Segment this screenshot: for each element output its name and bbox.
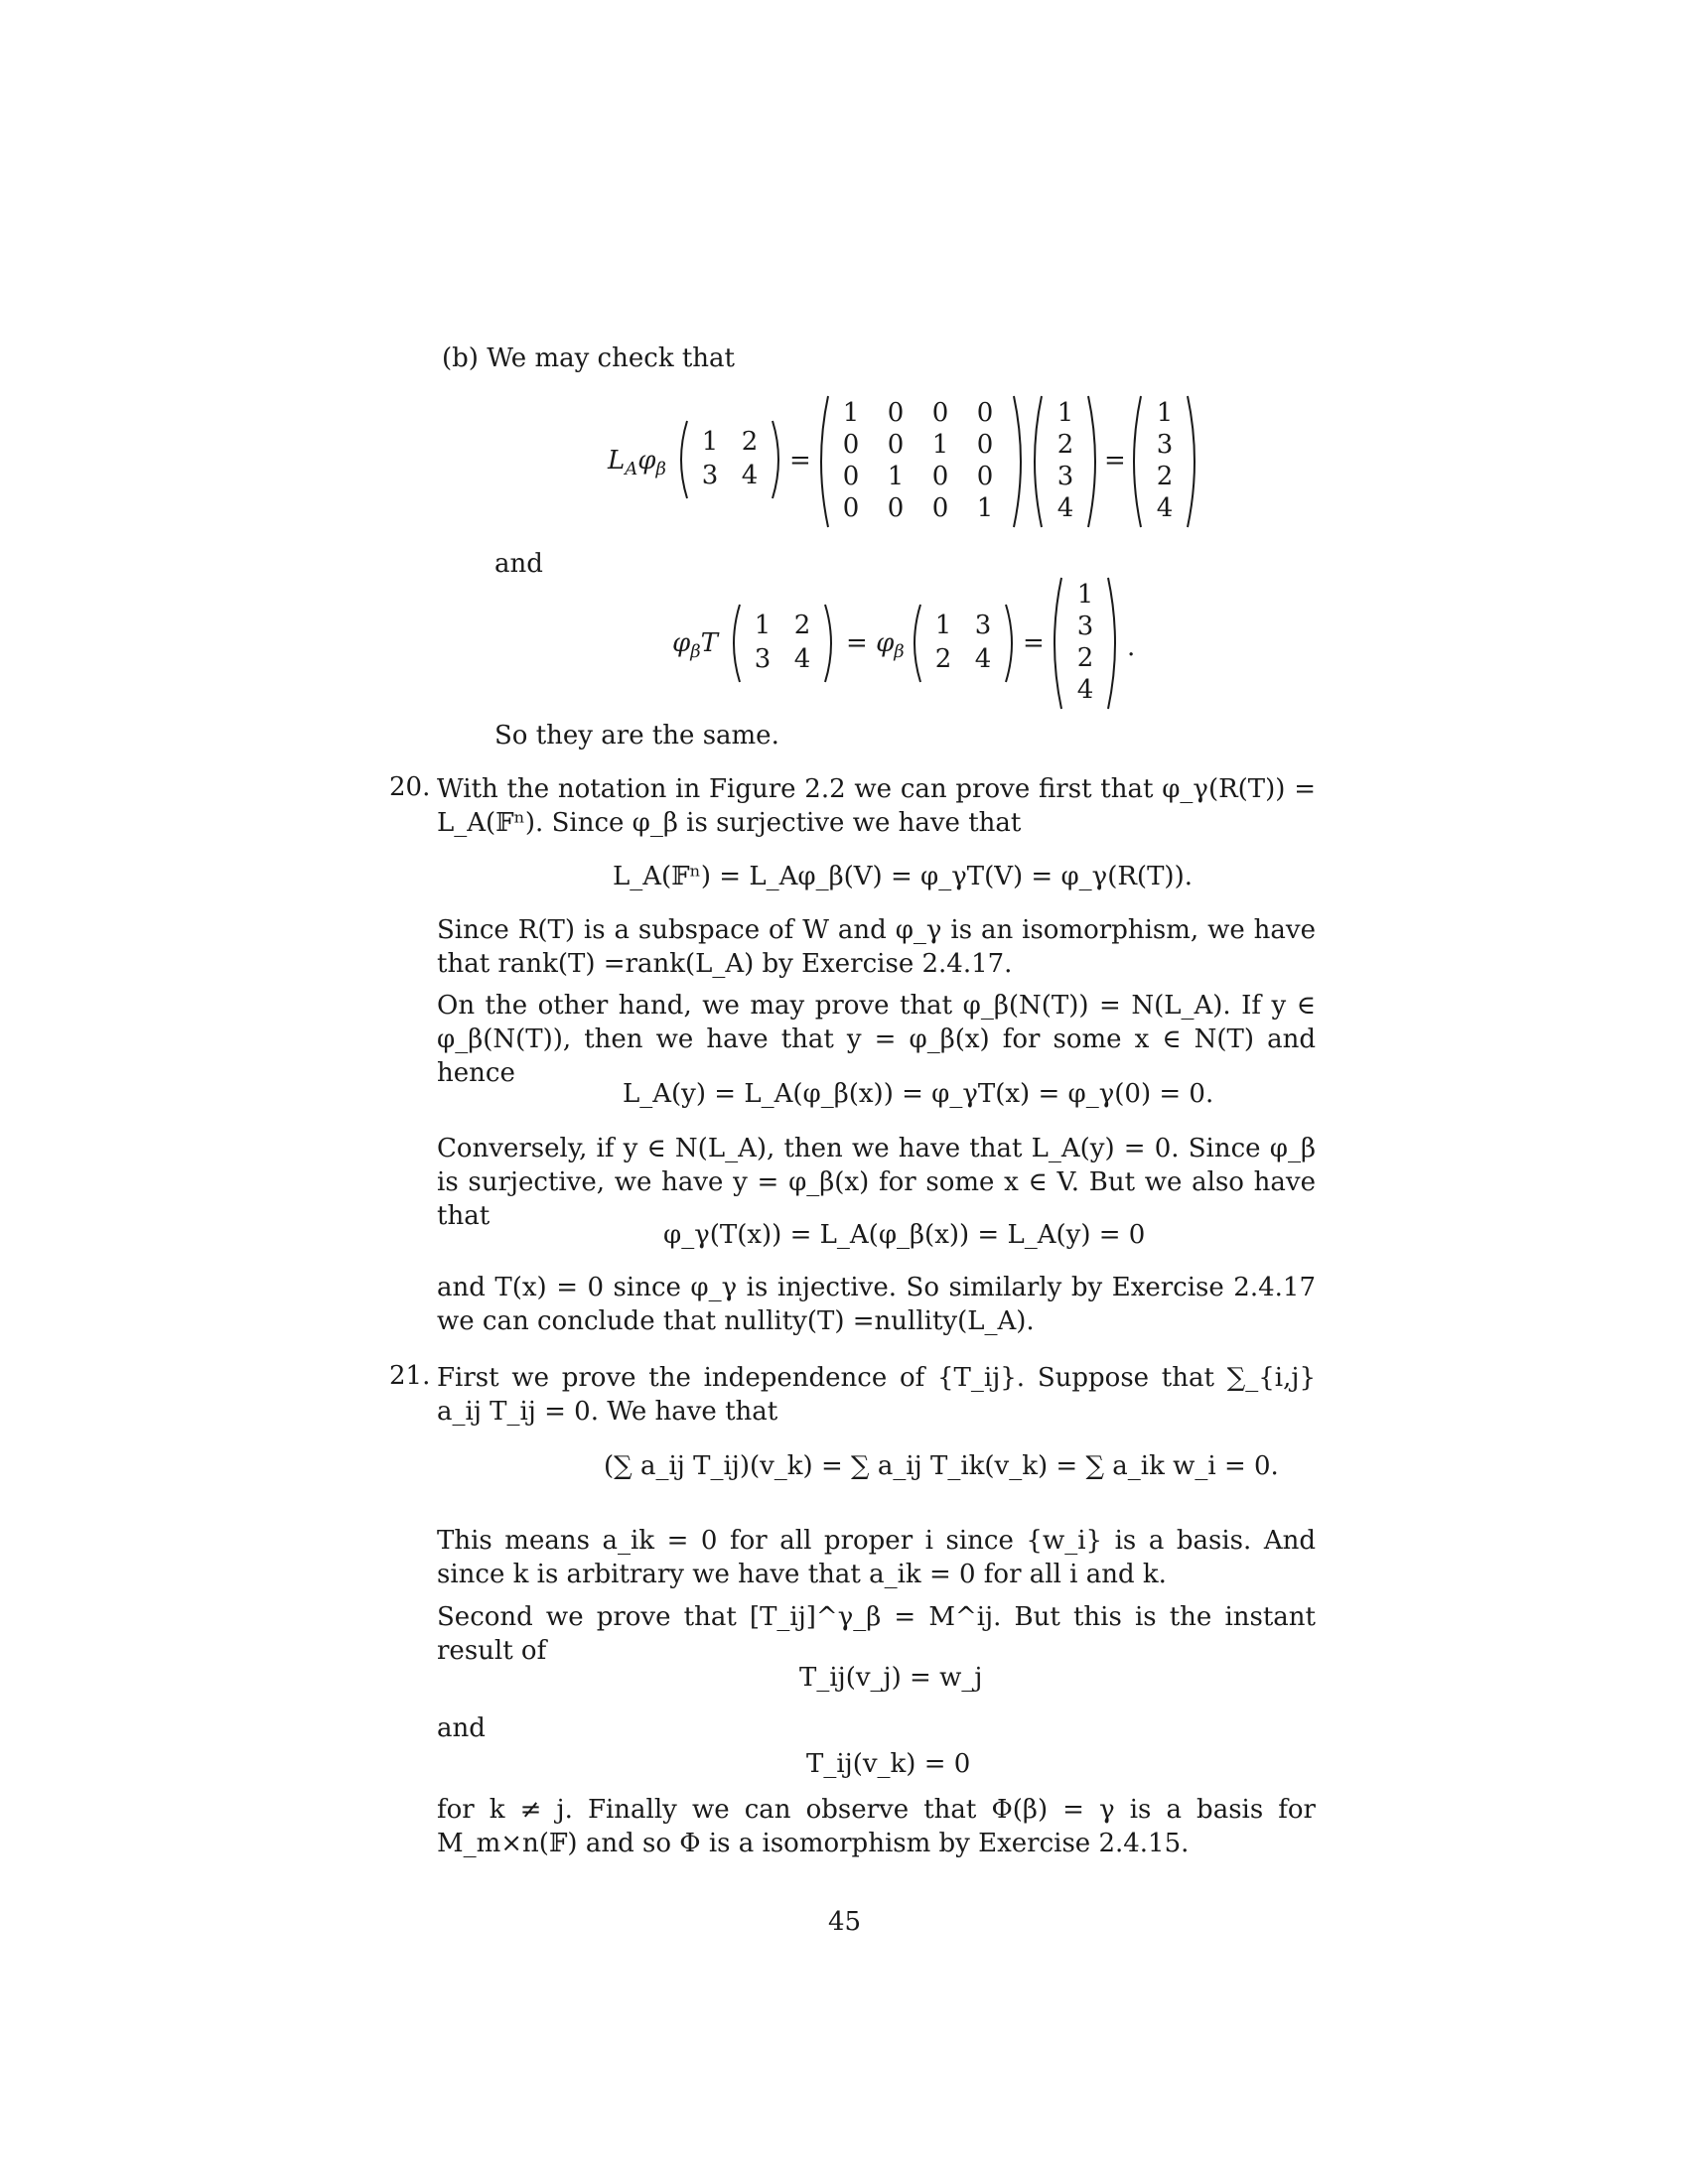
matrix-2x2-transposed (909, 601, 1018, 686)
column-vector-result (1127, 392, 1201, 531)
equals-sign: = (789, 446, 811, 476)
matrix-cell: 4 (974, 644, 992, 674)
matrix-cell: 0 (976, 462, 994, 491)
matrix-cell: 2 (793, 611, 811, 640)
matrix-cell: 1 (976, 493, 994, 523)
vector-cell: 1 (1056, 398, 1074, 428)
matrix-cell: 0 (842, 462, 860, 491)
item-number-21: 21. (389, 1361, 431, 1391)
vector-cell: 3 (1156, 430, 1174, 460)
vector-cell: 2 (1076, 643, 1094, 673)
matrix-cell: 1 (934, 611, 952, 640)
matrix-cell: 0 (931, 493, 949, 523)
item21-paragraph-2: This means a_ik = 0 for all proper i since {w_i} is a basis. And since k is arbitrary we have that a_ik = 0 for all i and k. (437, 1526, 1316, 1589)
matrix-cell: 0 (887, 430, 905, 460)
vector-cell: 4 (1076, 675, 1094, 705)
vector-cell: 1 (1156, 398, 1174, 428)
matrix-cell: 0 (887, 493, 905, 523)
item20-paragraph-1: With the notation in Figure 2.2 we can prove first that φ_γ(R(T)) = L_A(𝔽ⁿ). Since φ_β is surjective we have that (437, 774, 1316, 838)
matrix-cell: 1 (754, 611, 772, 640)
item20-equation-3: φ_γ(T(x)) = L_A(φ_β(x)) = L_A(y) = 0 (663, 1220, 1146, 1250)
item21-paragraph-1: First we prove the independence of {T_ij}. Suppose that ∑_{i,j} a_ij T_ij = 0. We have that (437, 1363, 1316, 1427)
matrix-cell: 1 (931, 430, 949, 460)
matrix-cell: 4 (741, 461, 759, 490)
item21-paragraph-3: Second we prove that [T_ij]^γ_β = M^ij. But this is the instant result of (437, 1602, 1316, 1666)
matrix-cell: 0 (931, 398, 949, 428)
matrix-2x2-a (675, 417, 784, 502)
item20-paragraph-3: On the other hand, we may prove that φ_β(N(T)) = N(L_A). If y ∈ φ_β(N(T)), then we have that y = φ_β(x) for some x ∈ N(T) and hence (437, 991, 1316, 1088)
item-number-20: 20. (389, 772, 431, 802)
matrix-cell: 0 (976, 398, 994, 428)
equals-sign: = (1104, 446, 1126, 476)
vector-cell: 3 (1076, 612, 1094, 641)
matrix-cell: 3 (754, 644, 772, 674)
item20-equation-2: L_A(y) = L_A(φ_β(x)) = φ_γT(x) = φ_γ(0) = 0. (623, 1079, 1214, 1109)
matrix-cell: 4 (793, 644, 811, 674)
item21-paragraph-4: for k ≠ j. Finally we can observe that Φ(β) = γ is a basis for M_m×n(𝔽) and so Φ is a isomorphism by Exercise 2.4.15. (437, 1795, 1316, 1858)
matrix-2x2-b (728, 601, 837, 686)
equals-sign: = (1023, 628, 1045, 658)
item21-equation-1: (∑ a_ij T_ij)(v_k) = ∑ a_ij T_ik(v_k) = ∑ a_ik w_i = 0. (604, 1451, 1279, 1481)
vector-cell: 2 (1156, 462, 1174, 491)
item20-paragraph-2: Since R(T) is a subspace of W and φ_γ is an isomorphism, we have that rank(T) =rank(L_A) by Exercise 2.4.17. (437, 915, 1316, 979)
matrix-cell: 0 (842, 493, 860, 523)
eq2-mid: = $\varphi_\beta$ (846, 628, 905, 663)
matrix-cell: 1 (887, 462, 905, 491)
eq2-lhs: $\varphi_\beta T$ (672, 628, 718, 663)
part-b-label: (b) We may check that (442, 343, 735, 373)
matrix-cell: 0 (976, 430, 994, 460)
matrix-cell: 3 (701, 461, 719, 490)
and-text: and (437, 1713, 486, 1743)
item21-equation-3: T_ij(v_k) = 0 (806, 1749, 971, 1779)
eq1-lhs: $L_A\varphi_\beta$ (608, 446, 666, 480)
column-vector-result-2 (1048, 574, 1122, 713)
vector-cell: 1 (1076, 580, 1094, 610)
matrix-cell: 1 (701, 427, 719, 457)
matrix-cell: 0 (931, 462, 949, 491)
period: . (1127, 632, 1136, 662)
vector-cell: 4 (1156, 493, 1174, 523)
vector-cell: 2 (1056, 430, 1074, 460)
item20-equation-1: L_A(𝔽ⁿ) = L_Aφ_β(V) = φ_γT(V) = φ_γ(R(T)). (613, 862, 1193, 891)
item20-paragraph-4: Conversely, if y ∈ N(L_A), then we have that L_A(y) = 0. Since φ_β is surjective, we have y = φ_β(x) for some x ∈ V. But we also have that (437, 1134, 1316, 1231)
vector-cell: 4 (1056, 493, 1074, 523)
matrix-cell: 2 (934, 644, 952, 674)
matrix-cell: 1 (842, 398, 860, 428)
matrix-cell: 3 (974, 611, 992, 640)
matrix-cell: 0 (887, 398, 905, 428)
matrix-cell: 2 (741, 427, 759, 457)
item21-equation-2: T_ij(v_j) = w_j (799, 1663, 983, 1693)
and-text: and (494, 549, 543, 579)
conclusion-text: So they are the same. (494, 721, 779, 751)
page-number: 45 (828, 1907, 862, 1937)
column-vector (1028, 392, 1102, 531)
item20-paragraph-5: and T(x) = 0 since φ_γ is injective. So similarly by Exercise 2.4.17 we can conclude that nullity(T) =nullity(L_A). (437, 1273, 1316, 1336)
vector-cell: 3 (1056, 462, 1074, 491)
matrix-cell: 0 (842, 430, 860, 460)
permutation-matrix (814, 392, 1028, 531)
